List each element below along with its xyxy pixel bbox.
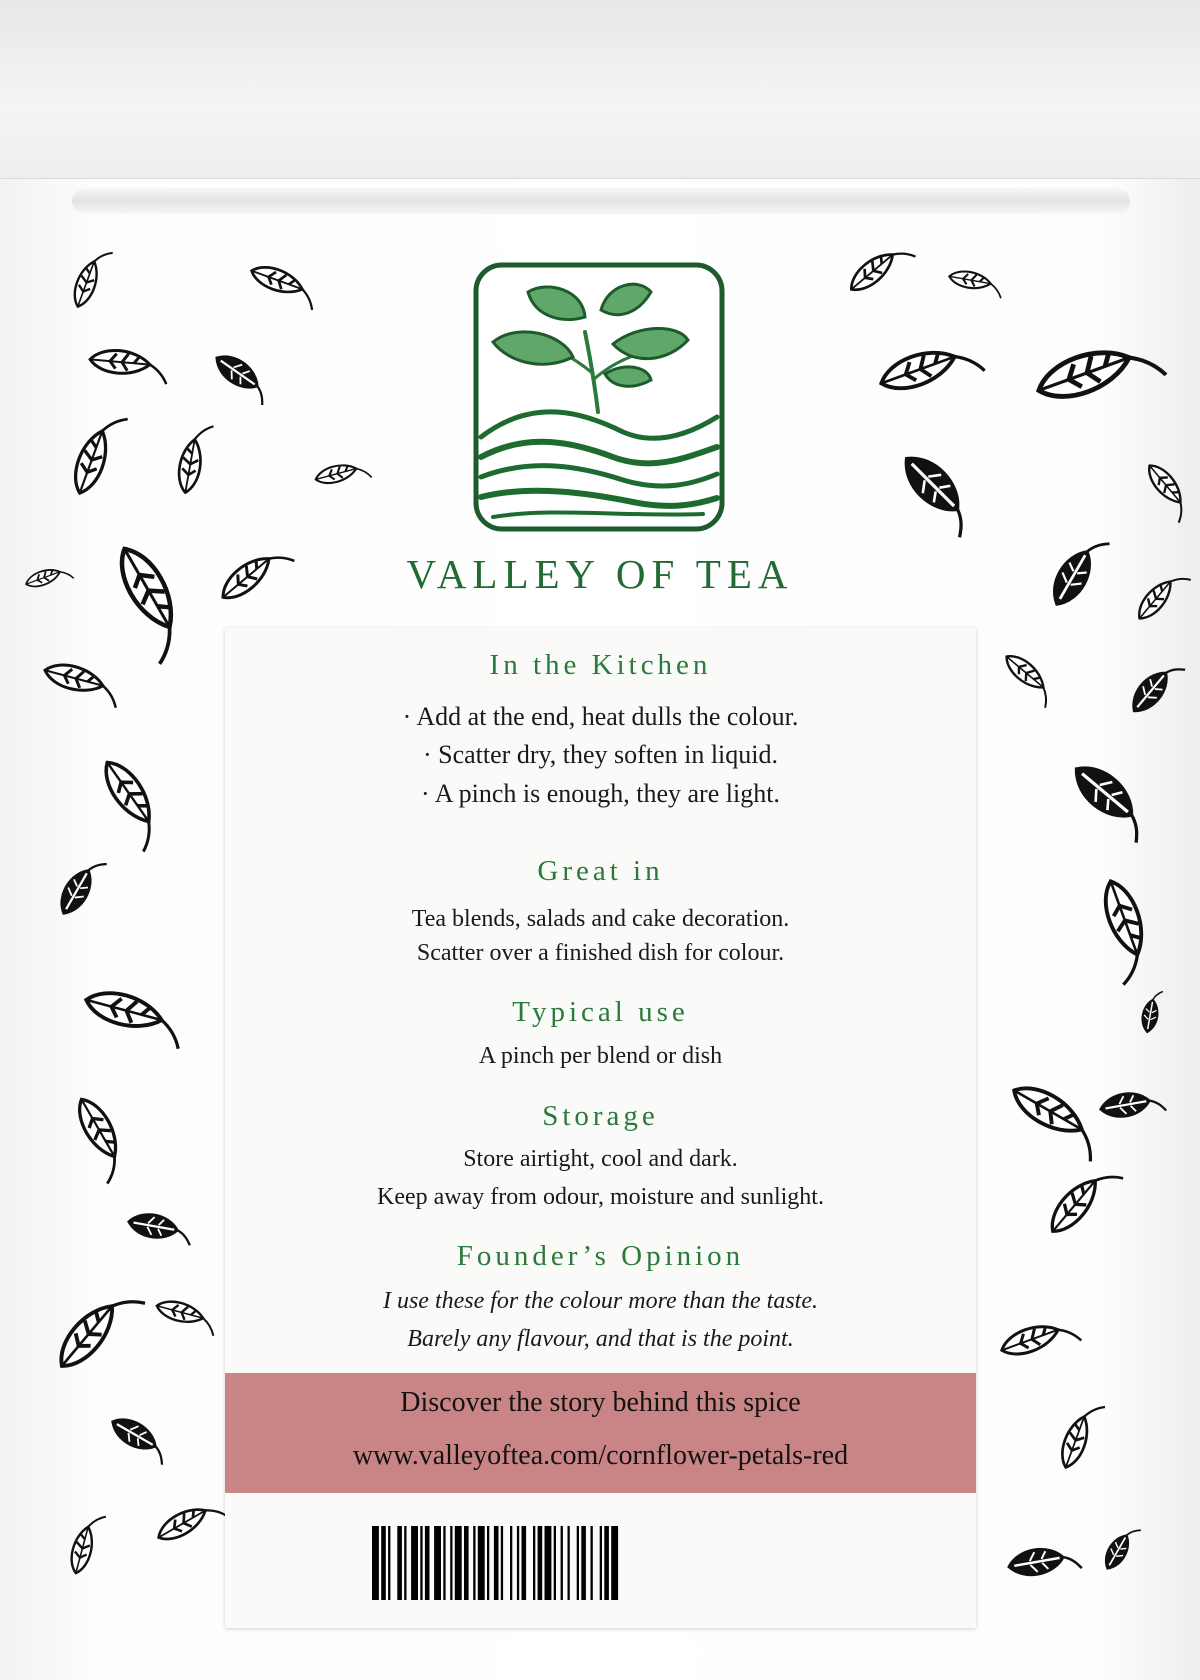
typical-use-title: Typical use — [512, 996, 689, 1028]
story-banner — [225, 1373, 976, 1493]
kitchen-title: In the Kitchen — [489, 649, 712, 681]
storage-line: Store airtight, cool and dark. — [463, 1146, 738, 1172]
storage-line: Keep away from odour, moisture and sunlight. — [377, 1184, 824, 1210]
barcode-icon — [370, 1526, 830, 1600]
brand-name: VALLEY OF TEA — [406, 551, 794, 597]
founders-opinion-line: Barely any flavour, and that is the point. — [407, 1326, 794, 1352]
tea-plant-hills-logo-icon — [473, 262, 725, 532]
kitchen-line: · Add at the end, heat dulls the colour. — [402, 702, 799, 731]
great-in-line: Tea blends, salads and cake decoration. — [411, 906, 790, 932]
storage-title: Storage — [542, 1100, 659, 1132]
product-label — [225, 628, 976, 1628]
story-url: www.valleyoftea.com/cornflower-petals-red — [352, 1440, 849, 1471]
kitchen-line: · Scatter dry, they soften in liquid. — [422, 740, 778, 769]
story-banner-text: Discover the story behind this spice — [400, 1387, 801, 1418]
founders-opinion-line: I use these for the colour more than the taste. — [382, 1288, 819, 1314]
kitchen-line: · A pinch is enough, they are light. — [421, 779, 780, 808]
founders-opinion-title: Founder’s Opinion — [456, 1240, 745, 1272]
great-in-title: Great in — [537, 855, 664, 887]
typical-use-line: A pinch per blend or dish — [478, 1043, 723, 1069]
great-in-line: Scatter over a finished dish for colour. — [416, 940, 785, 966]
